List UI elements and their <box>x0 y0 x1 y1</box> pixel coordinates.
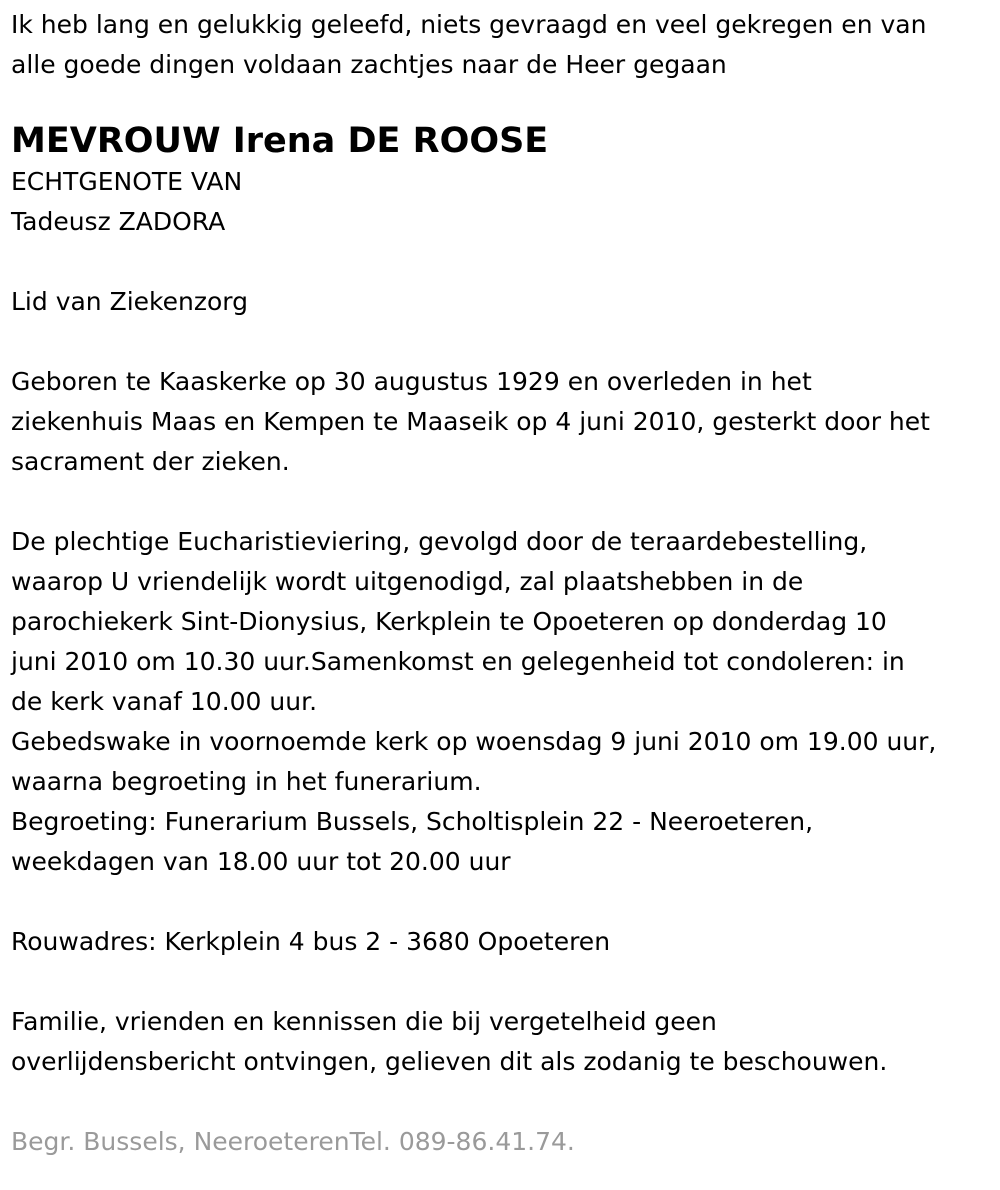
spacer <box>11 962 991 1002</box>
ceremony-paragraph <box>11 522 991 882</box>
paragraph-line: Geboren te Kaaskerke op 30 augustus 1929 en overleden in het <box>11 367 812 396</box>
spacer <box>11 1082 991 1122</box>
spouse-label: ECHTGENOTE VAN <box>11 167 243 196</box>
paragraph-line: juni 2010 om 10.30 uur.Samenkomst en gelegenheid tot condoleren: in <box>11 647 905 676</box>
funeral-home-footer: Begr. Bussels, NeeroeterenTel. 089-86.41.74. <box>11 1127 575 1156</box>
paragraph-line: overlijdensbericht ontvingen, gelieven dit als zodanig te beschouwen. <box>11 1047 888 1076</box>
closing-paragraph <box>11 1002 991 1082</box>
paragraph-line: Begroeting: Funerarium Bussels, Scholtisplein 22 - Neeroeteren, <box>11 807 814 836</box>
spacer <box>11 242 991 282</box>
paragraph-line: weekdagen van 18.00 uur tot 20.00 uur <box>11 847 511 876</box>
paragraph-line: ziekenhuis Maas en Kempen te Maaseik op 4 juni 2010, gesterkt door het <box>11 407 930 436</box>
death-notice <box>11 5 991 1162</box>
paragraph-line: parochiekerk Sint-Dionysius, Kerkplein te Opoeteren op donderdag 10 <box>11 607 887 636</box>
motto-block <box>11 5 991 85</box>
paragraph-line: sacrament der zieken. <box>11 447 290 476</box>
paragraph-line: Gebedswake in voornoemde kerk op woensdag 9 juni 2010 om 19.00 uur, <box>11 727 937 756</box>
paragraph-line: De plechtige Eucharistieviering, gevolgd door de teraardebestelling, <box>11 527 868 556</box>
motto-line: alle goede dingen voldaan zachtjes naar de Heer gegaan <box>11 50 727 79</box>
deceased-name: MEVROUW Irena DE ROOSE <box>11 121 549 161</box>
spouse-name: Tadeusz ZADORA <box>11 207 226 236</box>
spacer <box>11 482 991 522</box>
birth-death-paragraph <box>11 362 991 482</box>
membership-text: Lid van Ziekenzorg <box>11 287 248 316</box>
paragraph-line: de kerk vanaf 10.00 uur. <box>11 687 318 716</box>
mourning-address: Rouwadres: Kerkplein 4 bus 2 - 3680 Opoeteren <box>11 927 611 956</box>
spacer <box>11 322 991 362</box>
paragraph-line: Familie, vrienden en kennissen die bij vergetelheid geen <box>11 1007 717 1036</box>
paragraph-line: waarna begroeting in het funerarium. <box>11 767 482 796</box>
spacer <box>11 882 991 922</box>
motto-line: Ik heb lang en gelukkig geleefd, niets gevraagd en veel gekregen en van <box>11 10 927 39</box>
paragraph-line: waarop U vriendelijk wordt uitgenodigd, zal plaatshebben in de <box>11 567 804 596</box>
